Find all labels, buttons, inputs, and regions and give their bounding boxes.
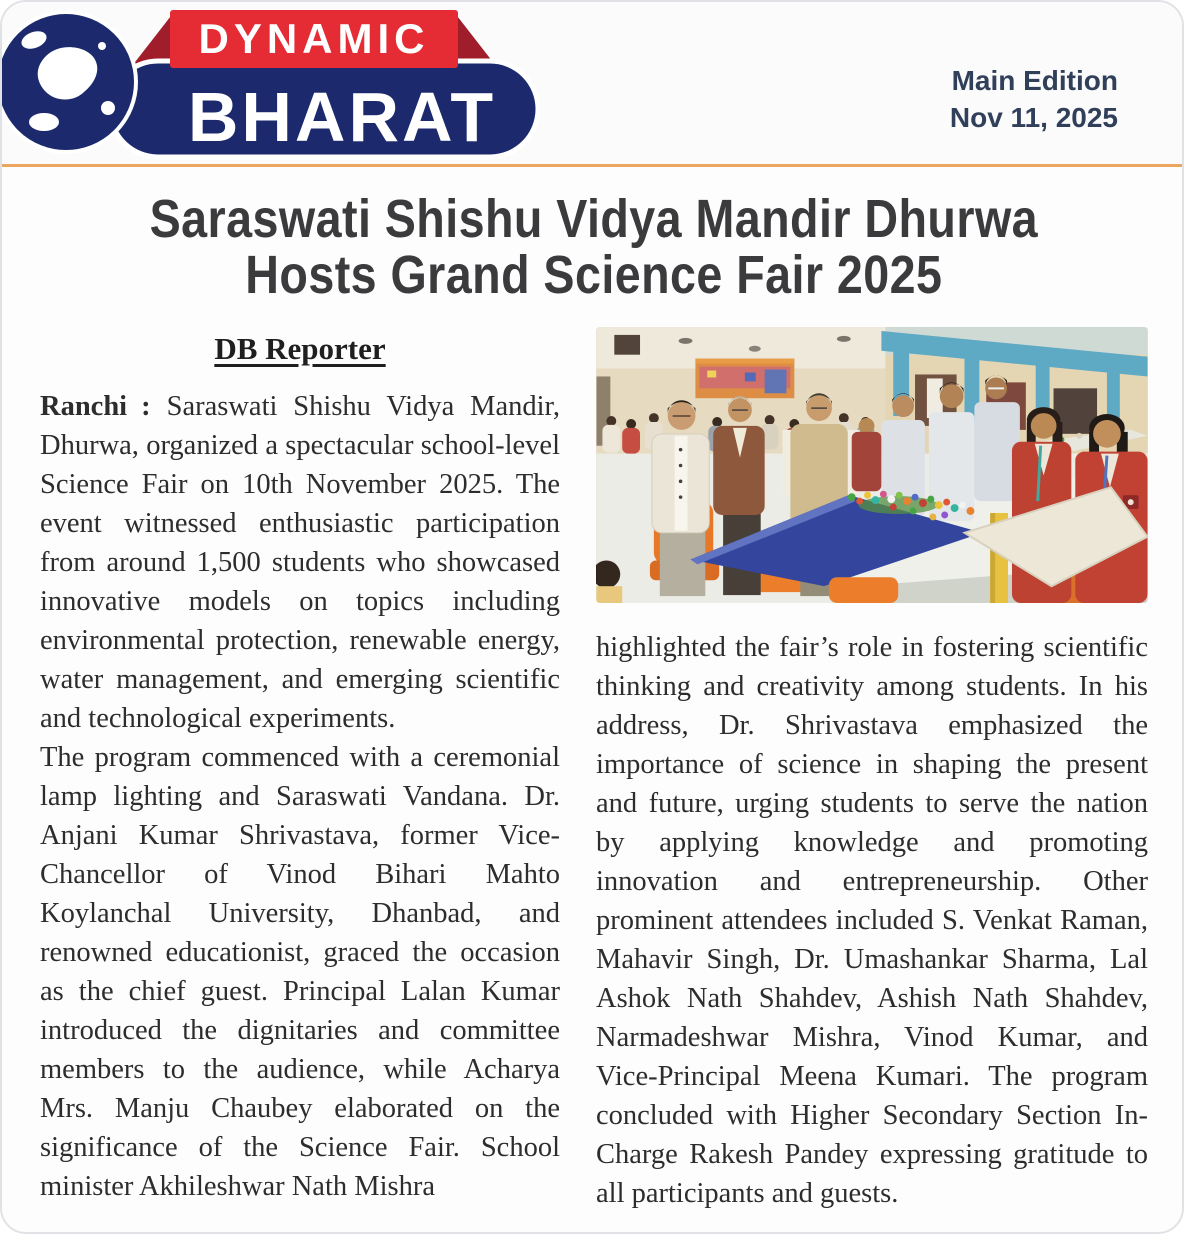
edition-date: Nov 11, 2025	[949, 102, 1118, 133]
article-columns	[2, 327, 1182, 1222]
dateline: Ranchi	[40, 391, 128, 422]
paragraph-1-text: Saraswati Shishu Vidya Mandir, Dhurwa, organized a spectacular school-level Science Fair on 10th November 2025. The event witnessed enthusiastic participation from around 1,500 students who showcased innovative models on topics including environmental protection, renewable energy, water management, and emerging scientific and technological experiments.	[40, 391, 560, 734]
paragraph-1	[40, 387, 560, 738]
globe-icon	[2, 12, 136, 152]
byline: DB Reporter	[214, 331, 386, 366]
masthead	[2, 2, 1182, 167]
paragraph-3: highlighted the fair’s role in fostering scientific thinking and creativity among students. In his address, Dr. Shrivastava emphasized the importance of science in shaping the present and future, urging students to serve the nation by applying knowledge and promoting innovation and entrepreneurship. Other prominent attendees included S. Venkat Raman, Mahavir Singh, Dr. Umashankar Sharma, Lal Ashok Nath Shahdev, Ashish Nath Shahdev, Narmadeshwar Mishra, Vinod Kumar, and Vice-Principal Meena Kumari. The program concluded with Higher Secondary Section In-Charge Rakesh Pandey expressing gratitude to all participants and guests.	[596, 632, 1148, 1209]
logo-text-bharat: BHARAT	[187, 78, 497, 156]
headline	[2, 191, 1184, 303]
paragraph-2: The program commenced with a ceremonial lamp lighting and Saraswati Vandana. Dr. Anjani Kumar Shrivastava, former Vice-Chancellor of Vinod Bihari Mahto Koylanchal University, Dhanbad, and renowned educationist, graced the occasion as the chief guest. Principal Lalan Kumar introduced the dignitaries and committee members to the audience, while Acharya Mrs. Manju Chaubey elaborated on the significance of the Science Fair. School minister Akhileshwar Nath Mishra	[40, 742, 560, 1202]
headline-line-2: Hosts Grand Science Fair 2025	[245, 245, 943, 305]
column-right	[596, 327, 1148, 1222]
science-fair-photo-illustration	[596, 327, 1148, 603]
headline-line-1: Saraswati Shishu Vidya Mandir Dhurwa	[149, 189, 1039, 249]
edition-label: Main Edition	[951, 65, 1118, 96]
article-photo	[596, 327, 1148, 603]
column-left	[40, 327, 560, 1222]
logo-text-dynamic: DYNAMIC	[198, 15, 430, 62]
dynamic-bharat-logo	[2, 4, 542, 162]
dateline-separator: :	[141, 391, 151, 422]
edition-block	[950, 62, 1118, 136]
